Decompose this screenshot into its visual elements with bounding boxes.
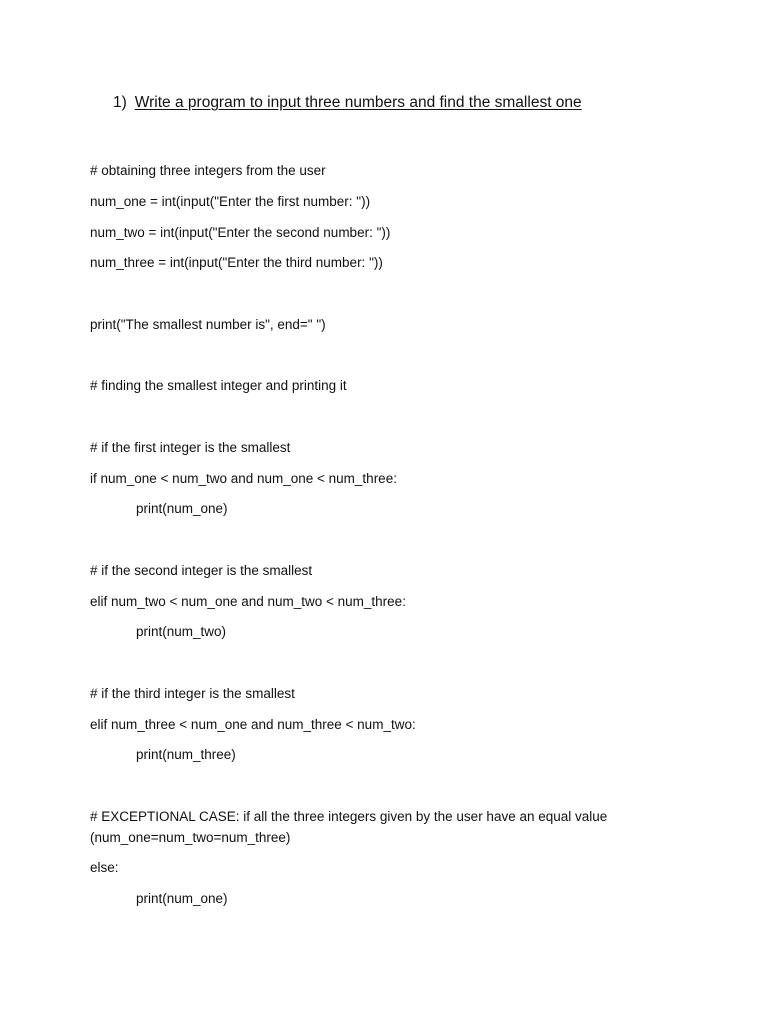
code-line: if num_one < num_two and num_one < num_three: bbox=[90, 471, 397, 486]
code-line: elif num_two < num_one and num_two < num_three: bbox=[90, 594, 406, 609]
question-heading bbox=[113, 94, 582, 112]
code-line: elif num_three < num_one and num_three < num_two: bbox=[90, 717, 416, 732]
code-line: num_three = int(input("Enter the third number: ")) bbox=[90, 255, 383, 270]
question-title: Write a program to input three numbers and find the smallest one bbox=[134, 94, 582, 111]
question-number: 1) bbox=[113, 94, 127, 111]
code-comment-line: # if the third integer is the smallest bbox=[90, 686, 295, 701]
code-comment-line: # if the second integer is the smallest bbox=[90, 563, 313, 578]
code-line: num_one = int(input("Enter the first number: ")) bbox=[90, 194, 371, 209]
code-line-indented: print(num_two) bbox=[136, 624, 227, 639]
code-comment-line: # finding the smallest integer and printing it bbox=[90, 378, 347, 393]
code-line-indented: print(num_one) bbox=[136, 891, 228, 906]
code-comment-line: # if the first integer is the smallest bbox=[90, 440, 291, 455]
code-comment-line: # obtaining three integers from the user bbox=[90, 163, 326, 178]
code-line: print("The smallest number is", end=" ") bbox=[90, 317, 326, 332]
code-line-indented: print(num_three) bbox=[136, 747, 236, 762]
code-line-indented: print(num_one) bbox=[136, 501, 228, 516]
code-comment-continuation: (num_one=num_two=num_three) bbox=[90, 830, 291, 845]
code-line: num_two = int(input("Enter the second number: ")) bbox=[90, 225, 391, 240]
code-comment-line: # EXCEPTIONAL CASE: if all the three integers given by the user have an equal value bbox=[90, 809, 608, 824]
code-line: else: bbox=[90, 860, 119, 875]
